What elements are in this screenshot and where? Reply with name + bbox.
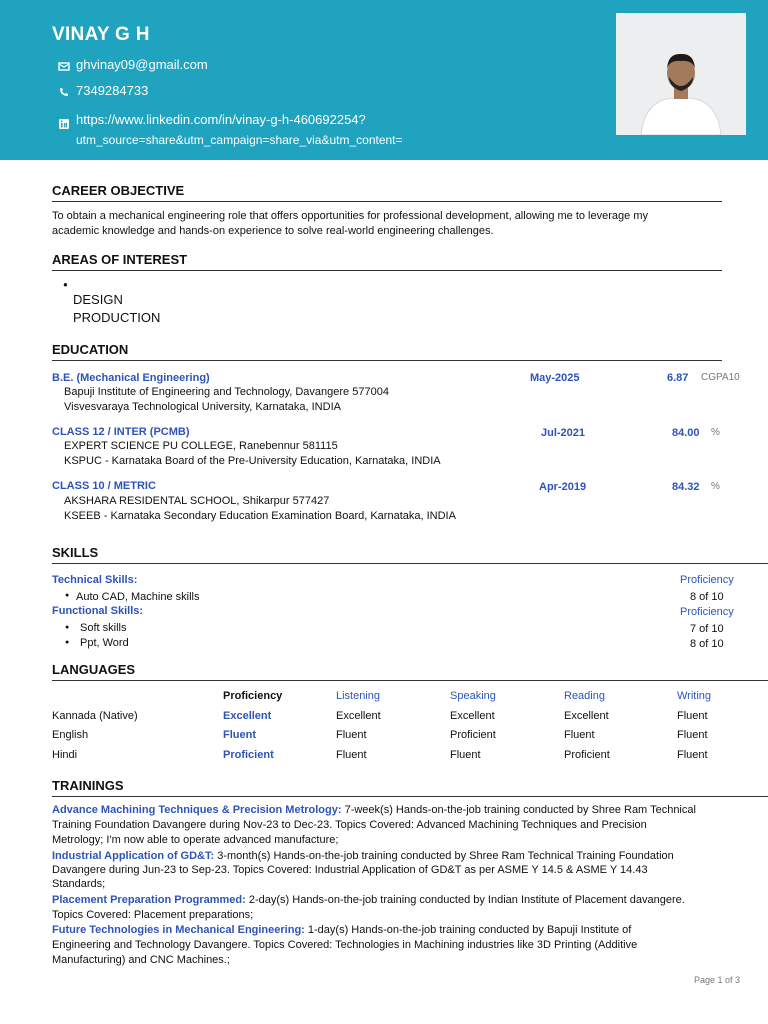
skill-bullet: ● [65,639,70,646]
languages-header-reading: Reading [564,690,605,702]
email-text[interactable]: ghvinay09@gmail.com [76,57,208,72]
linkedin-row [58,110,403,150]
page-number: Page 1 of 3 [694,975,741,985]
education-date: Jul-2021 [541,427,586,439]
education-date: Apr-2019 [539,481,587,493]
header-banner [0,0,768,160]
proficiency-label: Proficiency [680,606,734,618]
education-score: 84.32 [672,481,700,493]
languages-header-writing: Writing [677,690,712,702]
training-text: Training Foundation Davangere during Nov-23 to Dec-23. Topics Covered: Advanced Machining Techniques and Precision [52,819,647,831]
language-speaking: Fluent [450,749,481,761]
education-degree: B.E. (Mechanical Engineering) [52,372,210,384]
trainings-heading: TRAININGS [52,778,768,797]
interest-item: PRODUCTION [73,310,161,325]
languages-heading: LANGUAGES [52,662,768,681]
language-name: English [52,729,89,741]
email-icon [58,60,70,72]
skill-name: Soft skills [80,622,127,634]
training-entry [52,923,631,938]
education-board: Visvesvaraya Technological University, Karnataka, INDIA [64,401,341,413]
language-speaking: Excellent [450,710,495,722]
skill-bullet: ● [65,624,70,631]
proficiency-label: Proficiency [680,574,734,586]
language-proficiency: Fluent [223,729,256,741]
education-date: May-2025 [530,372,580,384]
language-proficiency: Proficient [223,749,274,761]
training-text: 2-day(s) Hands-on-the-job training conducted by Indian Institute of Placement davangere. [245,894,685,906]
training-text: Metrology; I'm now able to operate advanced manufacture; [52,834,339,846]
training-entry [52,849,674,864]
languages-header-speaking: Speaking [450,690,496,702]
languages-header-listening: Listening [336,690,381,702]
education-institution: Bapuji Institute of Engineering and Technology, Davangere 577004 [64,386,389,398]
phone-icon [58,86,70,98]
training-text: Manufacturing) and CNC Machines.; [52,954,230,966]
training-text: Standards; [52,878,106,890]
training-text: Topics Covered: Placement preparations; [52,909,254,921]
education-board: KSEEB - Karnataka Secondary Education Examination Board, Karnataka, INDIA [64,510,456,522]
language-speaking: Proficient [450,729,496,741]
education-heading: EDUCATION [52,342,722,361]
education-score-unit: CGPA10 [701,372,740,383]
training-title: Advance Machining Techniques & Precision Metrology: [52,804,342,816]
candidate-name: VINAY G H [52,24,150,45]
education-institution: EXPERT SCIENCE PU COLLEGE, Ranebennur 581115 [64,440,338,452]
career-objective-heading: CAREER OBJECTIVE [52,183,722,202]
skill-level: 8 of 10 [690,591,724,603]
email-row [58,57,208,72]
skill-name: Auto CAD, Machine skills [76,591,200,603]
skills-heading: SKILLS [52,545,768,564]
technical-skills-label: Technical Skills: [52,574,138,586]
interest-bullet: ● [63,280,68,289]
profile-photo [616,13,746,135]
training-entry [52,803,696,818]
training-text: 1-day(s) Hands-on-the-job training conducted by Bapuji Institute of [304,924,632,936]
linkedin-icon [58,116,70,128]
language-listening: Excellent [336,710,381,722]
language-writing: Fluent [677,710,708,722]
language-name: Hindi [52,749,78,761]
linkedin-link-continued[interactable]: utm_source=share&utm_campaign=share_via&utm_content= [76,133,403,147]
career-objective-line-1: To obtain a mechanical engineering role that offers opportunities for professional development, allowing me to leverage my [52,210,648,222]
training-title: Future Technologies in Mechanical Engineering: [52,924,305,936]
education-score: 6.87 [667,372,689,384]
language-writing: Fluent [677,749,708,761]
training-title: Industrial Application of GD&T: [52,850,215,862]
linkedin-link[interactable]: https://www.linkedin.com/in/vinay-g-h-460692254? [76,112,366,127]
language-reading: Excellent [564,710,609,722]
language-name: Kannada (Native) [52,710,138,722]
skill-name: Ppt, Word [80,637,129,649]
training-text: 7-week(s) Hands-on-the-job training conducted by Shree Ram Technical [341,804,696,816]
languages-header-proficiency: Proficiency [223,690,283,702]
education-degree: CLASS 12 / INTER (PCMB) [52,426,190,438]
training-text: 3-month(s) Hands-on-the-job training conducted by Shree Ram Technical Training Foundation [214,850,674,862]
training-entry [52,893,685,908]
education-score-unit: % [711,427,720,438]
training-text: Engineering and Technology Davangere. Topics Covered: Technologies in Machining industries like 3D Printing (Additive [52,939,638,951]
language-reading: Proficient [564,749,610,761]
career-objective-line-2: academic knowledge and hands-on experience to solve real-world engineering challenges. [52,225,494,237]
phone-row [58,83,148,98]
training-text: Davangere during Jun-23 to Sep-23. Topics Covered: Industrial Application of GD&T as per ASME Y 14.5 & ASME Y 14.43 [52,864,648,876]
education-score-unit: % [711,481,720,492]
education-score: 84.00 [672,427,700,439]
interest-item: DESIGN [73,292,123,307]
skill-level: 8 of 10 [690,638,724,650]
education-board: KSPUC - Karnataka Board of the Pre-University Education, Karnataka, INDIA [64,455,441,467]
skill-level: 7 of 10 [690,623,724,635]
language-listening: Fluent [336,729,367,741]
skill-bullet: ● [65,592,70,599]
language-proficiency: Excellent [223,710,272,722]
language-reading: Fluent [564,729,595,741]
areas-of-interest-heading: AREAS OF INTEREST [52,252,722,271]
phone-text[interactable]: 7349284733 [76,83,149,98]
training-title: Placement Preparation Programmed: [52,894,246,906]
education-degree: CLASS 10 / METRIC [52,480,156,492]
functional-skills-label: Functional Skills: [52,605,144,617]
education-institution: AKSHARA RESIDENTAL SCHOOL, Shikarpur 577427 [64,495,330,507]
language-writing: Fluent [677,729,708,741]
language-listening: Fluent [336,749,367,761]
